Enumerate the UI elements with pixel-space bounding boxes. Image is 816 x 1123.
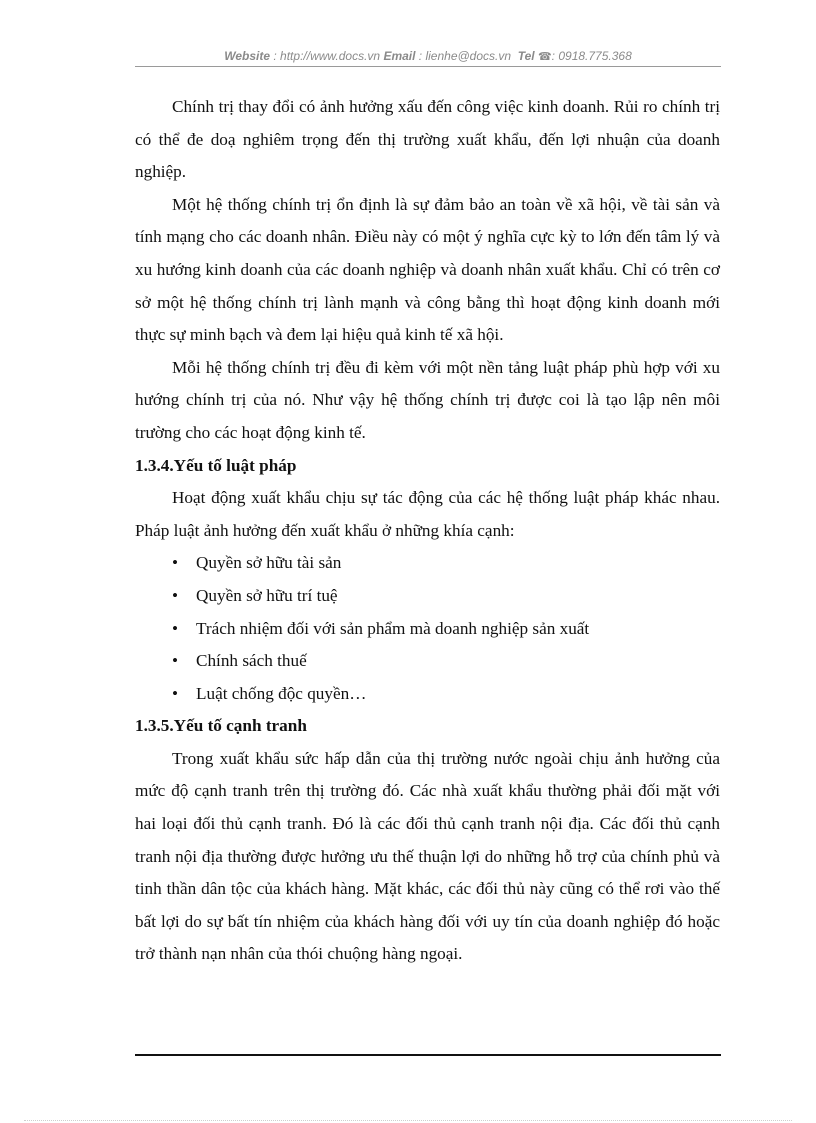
list-item: • Luật chống độc quyền… [135,678,720,711]
paragraph-political-change: Chính trị thay đổi có ảnh hưởng xấu đến công việc kinh doanh. Rủi ro chính trị có thể đe doạ nghiêm trọng đến thị trường xuất khẩu, đến lợi nhuận của doanh nghiệp. [135,97,720,182]
website-url[interactable]: http://www.docs.vn [280,49,381,63]
paragraph-political-stability: Một hệ thống chính trị ổn định là sự đảm bảo an toàn về xã hội, về tài sản và tính mạng cho các doanh nhân. Điều này có một ý nghĩa cực kỳ to lớn đến tâm lý và xu hướng kinh doanh của các doanh nghiệp và doanh nhân xuất khẩu. Chỉ có trên cơ sở một hệ thống chính trị lành mạnh và công bằng thì hoạt động kinh doanh mới thực sự minh bạch và đem lại hiệu quả kinh tế xã hội. [135,194,720,345]
email-label: Email [383,49,416,63]
email-separator: : [415,49,426,63]
page-edge-divider [24,1120,792,1121]
phone-icon: ☎ [537,51,552,63]
list-item: • Chính sách thuế [135,645,720,678]
list-item: • Trách nhiệm đối với sản phẩm mà doanh nghiệp sản xuất [135,613,720,646]
email-address[interactable]: lienhe@docs.vn [425,49,512,63]
section-heading-legal-factor: 1.3.4.Yếu tố luật pháp [135,455,297,475]
list-item: • Quyền sở hữu trí tuệ [135,580,720,613]
paragraph-legal-impact: Hoạt động xuất khẩu chịu sự tác động của các hệ thống luật pháp khác nhau. Pháp luật ảnh hưởng đến xuất khẩu ở những khía cạnh: [135,488,720,540]
section-heading-competition-factor: 1.3.5.Yếu tố cạnh tranh [135,716,307,736]
footer-rule [135,1054,721,1056]
tel-label: Tel [517,49,535,63]
legal-aspects-list [135,547,720,710]
paragraph-competition: Trong xuất khẩu sức hấp dẫn của thị trường nước ngoài chịu ảnh hưởng của mức độ cạnh tranh trên thị trường đó. Các nhà xuất khẩu thường phải đối mặt với hai loại đối thủ cạnh tranh. Đó là các đối thủ cạnh tranh nội địa. Các đối thủ cạnh tranh nội địa thường được hưởng ưu thế thuận lợi do những hỗ trợ của chính phủ và tinh thần dân tộc của khách hàng. Mặt khác, các đối thủ này cũng có thể rơi vào thế bất lợi do sự bất tín nhiệm của khách hàng đối với uy tín của doanh nghiệp đó hoặc trở thành nạn nhân của thói chuộng hàng ngoại. [135,748,720,964]
paragraph-legal-foundation: Mỗi hệ thống chính trị đều đi kèm với một nền tảng luật pháp phù hợp với xu hướng chính trị của nó. Như vậy hệ thống chính trị được coi là tạo lập nên môi trường cho các hoạt động kinh tế. [135,357,720,442]
document-body [135,91,720,971]
page-header [135,46,721,67]
website-separator: : [270,49,281,63]
website-label: Website [224,49,271,63]
phone-number: : 0918.775.368 [551,49,632,63]
list-item: • Quyền sở hữu tài sản [135,547,720,580]
